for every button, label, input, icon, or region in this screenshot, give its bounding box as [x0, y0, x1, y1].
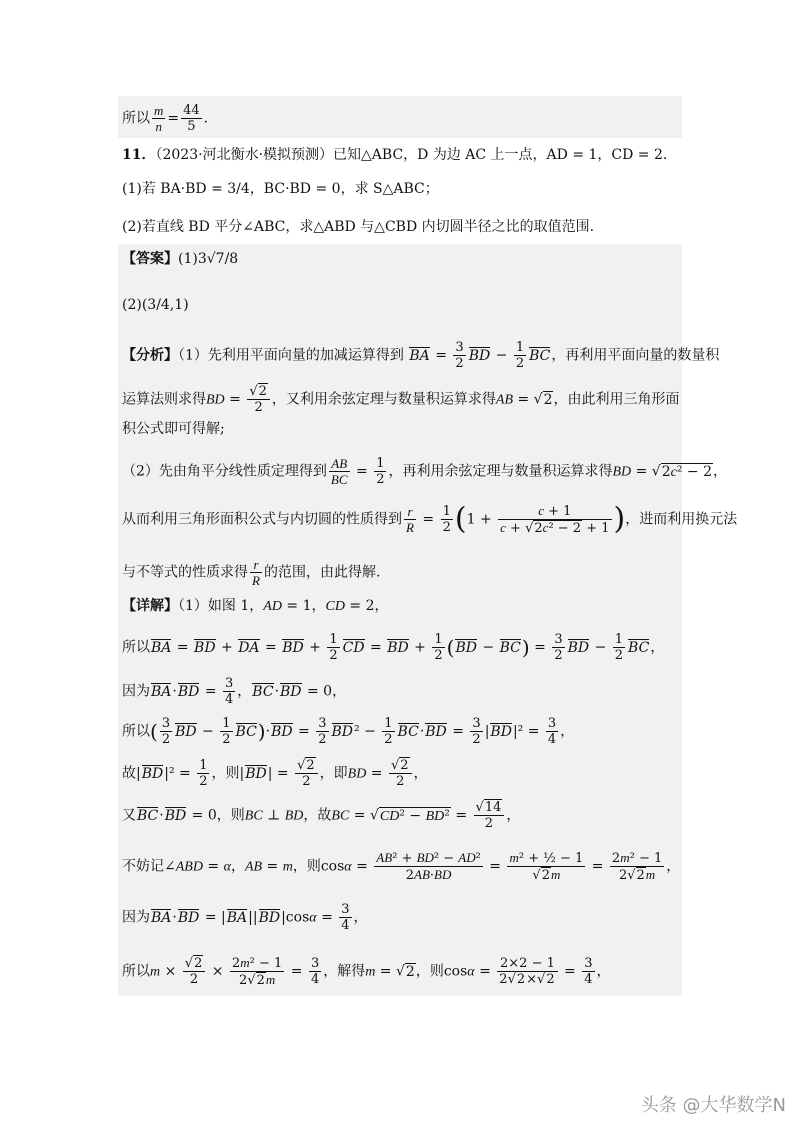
answer-line2: (2)(3/4,1)	[122, 297, 189, 313]
problem-part1: (1)若 BA·BD = 3/4，BC·BD = 0，求 S△ABC；	[122, 181, 439, 197]
problem-part2: (2)若直线 BD 平分∠ABC，求△ABD 与△CBD 内切圆半径之比的取值范围.	[122, 219, 595, 235]
answer-line1: 【答案】(1)3√7/8	[122, 251, 239, 267]
analysis-line6: 与不等式的性质求得 $\frac{r}{R}$ 的范围，由此得解.	[122, 557, 381, 588]
detail-line5: 故|BD|² = $\frac{1}{2}$ ，则|BD| = $\frac{√2}{2}$ ，即BD = $\frac{√2}{2}$ ，	[122, 758, 428, 789]
detail-line6: 又BC·BD = 0，则BC ⊥ BD，故BC = √CD² − BD² = $\frac{√14}{2}$ ，	[122, 800, 521, 831]
detail-line7: 不妨记∠ABD = α，AB = m，则cosα = $\frac{\text{AB² + BD² − AD²}}{2AB\cdot BD}$ = $\frac{\text{m² + ½ − 1}}{√2m}$ = $\frac{\text{2m² − 1}}{2√2m}$ ，	[122, 850, 681, 883]
top-line: 所以 $\frac{m}{n}$ = $\frac{44}{5}$ .	[122, 103, 209, 134]
detail-line9: 所以m × $\frac{√2}{2}$ × $\frac{\text{2m² − 1}}{2√2m}$ = $\frac{3}{4}$ ，解得m = √2，则cosα = $\frac{2\times 2 - 1}{2√2\times√2}$ = $\frac{3}{4}$ ，	[122, 955, 611, 988]
detail-line1: 【详解】（1）如图 1，AD = 1，CD = 2，	[122, 598, 389, 614]
problem-statement: 11．（2023·河北衡水·模拟预测）已知△ABC，D 为边 AC 上一点，AD = 1，CD = 2.	[122, 147, 668, 163]
watermark-text: 头条 @大华数学N	[640, 1095, 786, 1116]
analysis-line1: 【分析】（1）先利用平面向量的加减运算得到 BA = $\frac{3}{2}$ BD − $\frac{1}{2}$ BC，再利用平面向量的数量积	[122, 340, 720, 371]
analysis-line5: 从而利用三角形面积公式与内切圆的性质得到 $\frac{r}{R}$ = $\frac{1}{2}$ (1 + $\frac{c + 1}{\text{c + √2c² − 2 + 1}}$ )，进而利用换元法	[122, 501, 738, 537]
detail-line4: 所以( $\frac{3}{2}$ BD − $\frac{1}{2}$ BC)·BD = $\frac{3}{2}$ BD² − $\frac{1}{2}$ BC·BD = $\frac{3}{2}$ |BD|² = $\frac{3}{4}$ ，	[122, 716, 575, 747]
detail-line2: 所以BA = BD + DA = BD + $\frac{1}{2}$ CD = BD + $\frac{1}{2}$ (BD − BC) = $\frac{3}{2}$ BD − $\frac{1}{2}$ BC，	[122, 632, 665, 663]
analysis-line2: 运算法则求得BD = $\frac{√2}{2}$ ，又利用余弦定理与数量积运算求得AB = √2，由此利用三角形面	[122, 384, 680, 415]
detail-line8: 因为BA·BD = |BA||BD|cosα = $\frac{3}{4}$ ，	[122, 902, 368, 933]
analysis-line3: 积公式即可得解;	[122, 421, 225, 437]
analysis-line4: （2）先由角平分线性质定理得到 $\frac{AB}{BC}$ = $\frac{1}{2}$ ，再利用余弦定理与数量积运算求得BD = √2c² − 2，	[122, 456, 727, 487]
detail-line3: 因为BA·BD = $\frac{3}{4}$ ，BC·BD = 0，	[122, 676, 347, 707]
